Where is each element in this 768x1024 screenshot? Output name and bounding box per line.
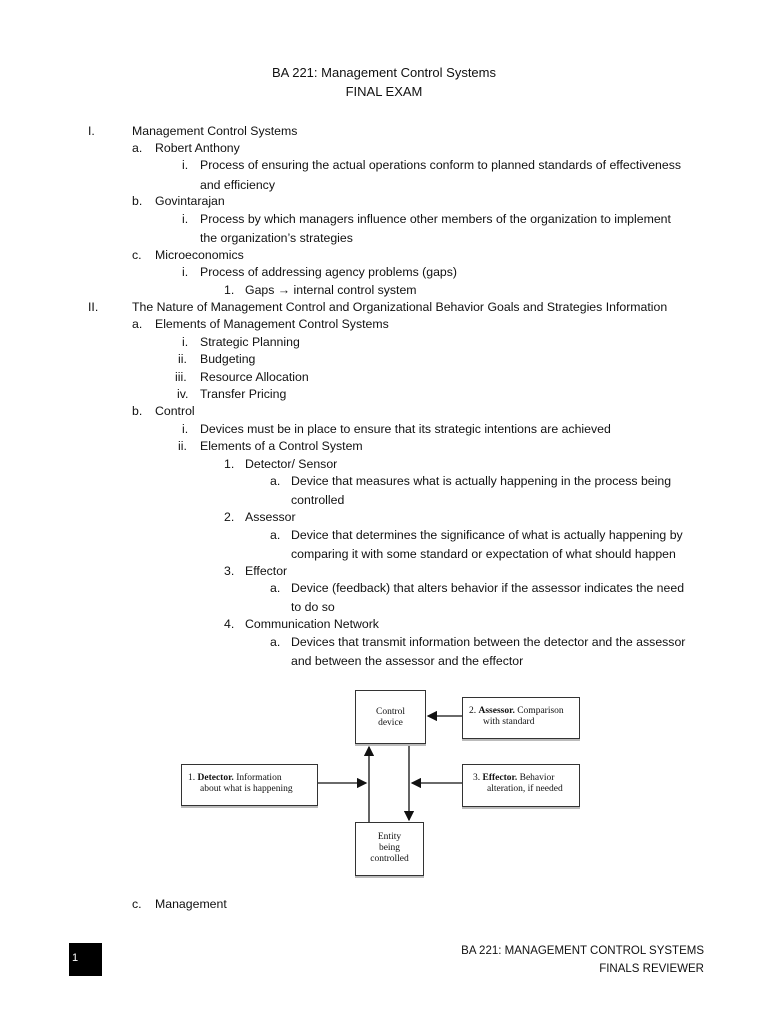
outline-marker: 1. — [224, 457, 235, 471]
outline-item: Elements of Management Control Systems — [155, 317, 389, 331]
assessor-desc1: Comparison — [517, 706, 564, 716]
outline-item: Assessor — [245, 510, 296, 524]
outline-marker: a. — [270, 474, 281, 488]
footer-line1: BA 221: MANAGEMENT CONTROL SYSTEMS — [461, 945, 704, 957]
outline-item: Resource Allocation — [200, 370, 309, 384]
control-device-line2: device — [378, 718, 403, 728]
outline-item: Process by which managers influence other members of the organization to implement — [200, 212, 671, 226]
outline-item: Strategic Planning — [200, 335, 300, 349]
outline-marker: b. — [132, 194, 143, 208]
control-device-box — [355, 690, 426, 744]
outline-marker: iii. — [175, 370, 187, 384]
effector-name: Effector. — [482, 773, 518, 783]
outline-marker: 4. — [224, 617, 235, 631]
outline-item: Elements of a Control System — [200, 439, 363, 453]
outline-marker: i. — [182, 422, 189, 436]
outline-item-management: Management — [155, 897, 227, 911]
outline-item: the organization’s strategies — [200, 231, 353, 245]
document-subtitle: FINAL EXAM — [345, 84, 423, 99]
outline-item: Process of ensuring the actual operations conform to planned standards of effectiveness — [200, 158, 682, 172]
outline-item: Device that measures what is actually happening in the process being — [291, 474, 672, 488]
outline-item: Gaps → internal control system — [245, 283, 417, 297]
outline-item: controlled — [291, 493, 345, 507]
outline-marker: a. — [270, 528, 281, 542]
outline-marker: 3. — [224, 564, 235, 578]
outline-marker: i. — [182, 265, 189, 279]
outline-marker: a. — [132, 141, 143, 155]
outline-marker: i. — [182, 335, 189, 349]
outline-item: Detector/ Sensor — [245, 457, 338, 471]
outline-item: Device that determines the significance of what is actually happening by — [291, 528, 683, 542]
entity-line2: being — [378, 843, 401, 853]
outline-item: Microeconomics — [155, 248, 244, 262]
outline-item: Communication Network — [245, 617, 379, 631]
outline-marker: i. — [182, 158, 189, 172]
outline-marker: ii. — [178, 352, 187, 366]
page-number: 1 — [72, 952, 79, 964]
detector-desc2: about what is happening — [200, 784, 293, 794]
outline-item: Effector — [245, 564, 288, 578]
outline-marker: iv. — [177, 387, 189, 401]
outline-item: Robert Anthony — [155, 141, 240, 155]
detector-box — [181, 764, 318, 806]
assessor-num: 2. — [469, 706, 477, 716]
detector-desc1: Information — [236, 773, 282, 783]
effector-num: 3. — [473, 773, 481, 783]
entity-line3: controlled — [370, 854, 409, 864]
outline-item: and efficiency — [200, 178, 275, 192]
detector-num: 1. — [188, 773, 196, 783]
outline-item: Govintarajan — [155, 194, 225, 208]
outline-marker: 2. — [224, 510, 235, 524]
outline-marker: ii. — [178, 439, 187, 453]
assessor-name: Assessor. — [478, 706, 515, 716]
outline-marker: b. — [132, 404, 143, 418]
effector-box — [462, 764, 580, 807]
page-number-badge — [69, 943, 102, 976]
outline-marker: i. — [182, 212, 189, 226]
outline-item: Process of addressing agency problems (gaps) — [200, 265, 457, 279]
outline-item: and between the assessor and the effector — [291, 654, 524, 668]
outline-item: Transfer Pricing — [200, 387, 287, 401]
outline-marker: II. — [88, 300, 99, 314]
effector-desc2: alteration, if needed — [487, 784, 563, 794]
effector-desc1: Behavior — [519, 773, 555, 783]
entity-box — [355, 822, 424, 876]
assessor-box — [462, 697, 580, 739]
outline-marker: c. — [132, 897, 142, 911]
outline-item: Devices that transmit information between the detector and the assessor — [291, 635, 686, 649]
outline-item: The Nature of Management Control and Organizational Behavior Goals and Strategies Information — [132, 300, 668, 314]
outline-item: to do so — [291, 600, 335, 614]
outline-marker: c. — [132, 248, 142, 262]
outline-item: Device (feedback) that alters behavior if the assessor indicates the need — [291, 581, 685, 595]
outline-item: Budgeting — [200, 352, 256, 366]
outline-item: Control — [155, 404, 195, 418]
outline-item: Management Control Systems — [132, 124, 298, 138]
outline-marker: a. — [270, 581, 281, 595]
outline-marker: I. — [88, 124, 95, 138]
outline-item: Devices must be in place to ensure that its strategic intentions are achieved — [200, 422, 611, 436]
outline-marker: 1. — [224, 283, 235, 297]
outline-marker: a. — [132, 317, 143, 331]
outline-item: comparing it with some standard or expectation of what should happen — [291, 547, 676, 561]
detector-name: Detector. — [197, 773, 234, 783]
footer-line2: FINALS REVIEWER — [599, 963, 704, 975]
outline-marker: a. — [270, 635, 281, 649]
control-device-line1: Control — [375, 707, 406, 717]
document-title: BA 221: Management Control Systems — [271, 65, 496, 80]
entity-line1: Entity — [377, 832, 402, 842]
assessor-desc2: with standard — [483, 717, 535, 727]
